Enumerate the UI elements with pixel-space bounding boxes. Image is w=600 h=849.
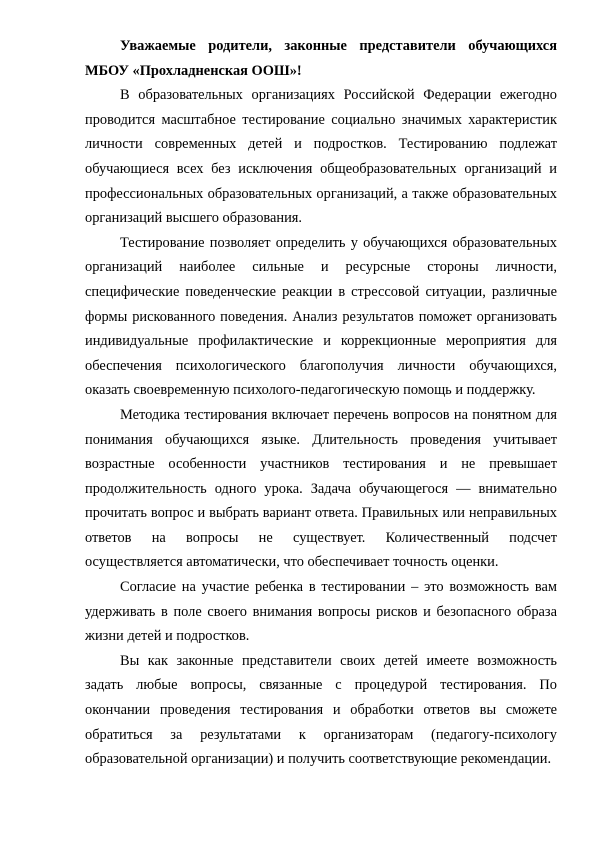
paragraph-testing-method: Методика тестирования включает перечень вопросов на понятном для понимания обучающихся языке. Длительность проведения учитывает возрастные особенности участников тестирования и не превышает продолжительность одного урока. Задача обучающегося — внимательно прочитать вопрос и выбрать вариант ответа. Правильных или неправильных ответов на вопросы не существует. Количественный подсчет осуществляется автоматически, что обеспечивает точность оценки. (85, 406, 557, 571)
paragraph-consent: Согласие на участие ребенка в тестировании – это возможность вам удерживать в поле своего внимания вопросы рисков и безопасного образа жизни детей и подростков. (85, 579, 557, 645)
letter-heading: Уважаемые родители, законные представители обучающихся МБОУ «Прохладненская ООШ»! (85, 38, 557, 79)
paragraph-questions-results: Вы как законные представители своих детей имеете возможность задать любые вопросы, связанные с процедурой тестирования. По окончании проведения тестирования и обработки ответов вы сможете обратиться за результатами к организаторам (педагогу-психологу образовательной организации) и получить соответствующие рекомендации. (85, 652, 557, 768)
paragraph-testing-overview: В образовательных организациях Российской Федерации ежегодно проводится масштабное тестирование социально значимых характеристик личности современных детей и подростков. Тестированию подлежат обучающиеся всех без исключения общеобразовательных организаций и профессиональных образовательных организаций, а также образовательных организаций высшего образования. (85, 87, 557, 227)
paragraph-testing-purpose: Тестирование позволяет определить у обучающихся образовательных организаций наиболее сильные и ресурсные стороны личности, специфические поведенческие реакции в стрессовой ситуации, различные формы рискованного поведения. Анализ результатов поможет организовать индивидуальные профилактические и коррекционные мероприятия для обеспечения психологического благополучия личности обучающихся, оказать своевременную психолого-педагогическую помощь и поддержку. (85, 234, 557, 399)
document-page (85, 34, 557, 772)
